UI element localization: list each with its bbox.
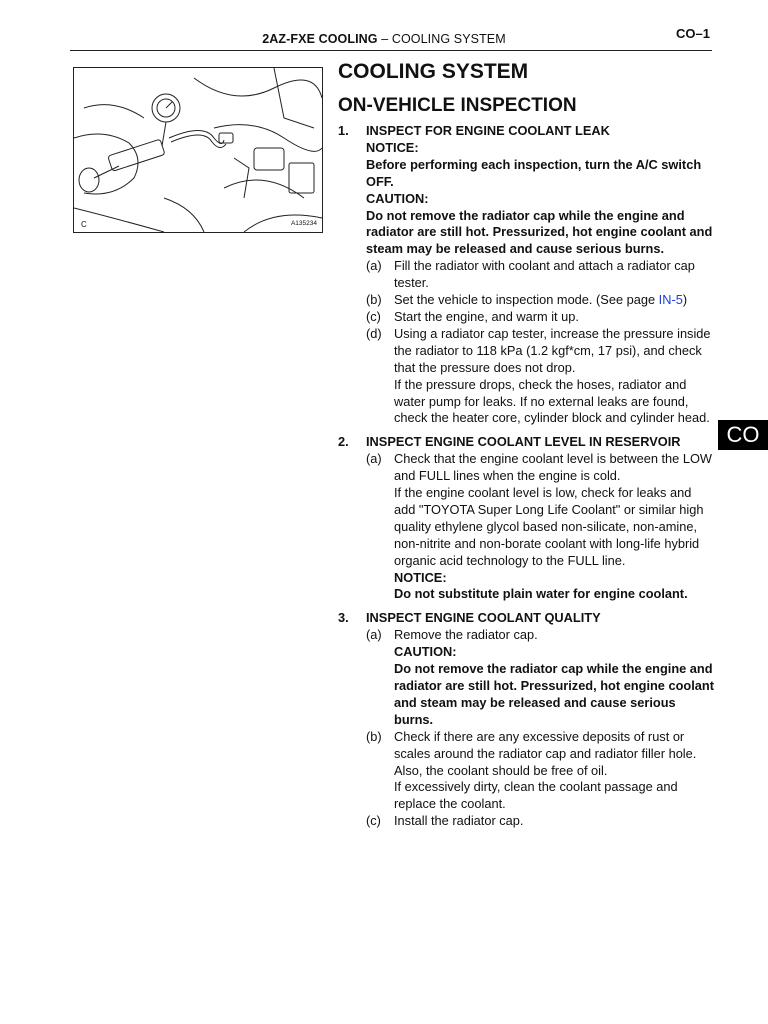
caution-label: CAUTION: bbox=[394, 644, 457, 660]
radiator-cap-tester-illustration bbox=[73, 67, 323, 233]
step-label: (c) bbox=[366, 308, 381, 324]
step-2a bbox=[366, 451, 714, 603]
step-label: (b) bbox=[366, 728, 382, 744]
step-1c bbox=[366, 309, 714, 326]
step-1a bbox=[366, 258, 714, 292]
step-text-followup: If excessively dirty, clean the coolant passage and replace the coolant. bbox=[394, 779, 678, 812]
step-3a bbox=[366, 627, 714, 728]
step-text: Install the radiator cap. bbox=[394, 813, 524, 829]
item-title: INSPECT FOR ENGINE COOLANT LEAK bbox=[366, 123, 610, 138]
notice-label: NOTICE: bbox=[366, 139, 419, 155]
step-label: (b) bbox=[366, 292, 382, 308]
step-1d bbox=[366, 326, 714, 427]
step-label: (a) bbox=[366, 258, 382, 274]
page-code: CO–1 bbox=[676, 26, 710, 41]
page-reference-link[interactable]: IN-5 bbox=[658, 292, 683, 308]
step-text: Check if there are any excessive deposits of rust or scales around the radiator cap and radiator filler hole. Also, the coolant should be free of oil. bbox=[394, 728, 697, 778]
step-1b bbox=[366, 292, 714, 309]
inspection-item-2 bbox=[338, 434, 714, 603]
inspection-item-1 bbox=[338, 123, 714, 427]
illustration-drawing bbox=[74, 68, 322, 232]
item-number: 2. bbox=[338, 434, 349, 450]
figure-letter: C bbox=[81, 220, 87, 229]
section-title: COOLING SYSTEM bbox=[338, 60, 529, 83]
item-number: 3. bbox=[338, 610, 349, 626]
item-title: INSPECT ENGINE COOLANT LEVEL IN RESERVOIR bbox=[366, 434, 681, 450]
header-title-rest: COOLING SYSTEM bbox=[391, 32, 506, 46]
notice-text: Do not substitute plain water for engine coolant. bbox=[394, 586, 688, 602]
step-text: Start the engine, and warm it up. bbox=[394, 308, 579, 324]
step-text-followup: If the pressure drops, check the hoses, radiator and water pump for leaks. If no external leaks are found, check the heater core, cylinder block and cylinder head. bbox=[394, 376, 710, 426]
step-text: Remove the radiator cap. bbox=[394, 627, 538, 643]
item-title: INSPECT ENGINE COOLANT QUALITY bbox=[366, 610, 601, 626]
header-rule bbox=[70, 50, 712, 51]
figure-code: A135234 bbox=[290, 220, 317, 227]
main-content bbox=[338, 58, 714, 830]
step-text bbox=[394, 292, 714, 309]
section-tab: CO bbox=[718, 420, 768, 450]
step-text-followup: If the engine coolant level is low, check for leaks and add "TOYOTA Super Long Life Coolant" or similar high quality ethylene glycol based non-silicate, non-amine, non-nitrite and non-borate coolant with long-life hybrid organic acid technology to the FULL line. bbox=[394, 485, 704, 568]
running-header bbox=[0, 32, 768, 46]
caution-label: CAUTION: bbox=[366, 190, 429, 206]
step-text: Using a radiator cap tester, increase the pressure inside the radiator to 118 kPa (1.2 kgf*cm, 17 psi), and check that the pressure does not drop. bbox=[394, 325, 711, 375]
step-text-before: Set the vehicle to inspection mode. (See page bbox=[394, 292, 659, 308]
step-text: Fill the radiator with coolant and attach a radiator cap tester. bbox=[394, 258, 695, 291]
subsection-title: ON-VEHICLE INSPECTION bbox=[338, 95, 577, 116]
step-text: Check that the engine coolant level is between the LOW and FULL lines when the engine is cold. bbox=[394, 451, 712, 484]
header-separator: – bbox=[381, 32, 389, 46]
header-title-bold: 2AZ-FXE COOLING bbox=[262, 32, 378, 46]
step-3c bbox=[366, 813, 714, 830]
step-label: (a) bbox=[366, 451, 382, 467]
step-3b bbox=[366, 729, 714, 814]
step-text-after: ) bbox=[682, 292, 688, 308]
caution-text: Do not remove the radiator cap while the engine and radiator are still hot. Pressurized, hot engine coolant and steam may be released and cause serious burns. bbox=[366, 207, 713, 257]
item-number: 1. bbox=[338, 123, 349, 138]
step-label: (d) bbox=[366, 325, 382, 341]
step-label: (c) bbox=[366, 813, 381, 829]
caution-text: Do not remove the radiator cap while the engine and radiator are still hot. Pressurized, hot engine coolant and steam may be released and cause serious burns. bbox=[394, 661, 714, 727]
notice-text: Before performing each inspection, turn the A/C switch OFF. bbox=[366, 156, 702, 189]
inspection-item-3 bbox=[338, 610, 714, 830]
notice-label: NOTICE: bbox=[394, 569, 447, 585]
step-label: (a) bbox=[366, 627, 382, 643]
